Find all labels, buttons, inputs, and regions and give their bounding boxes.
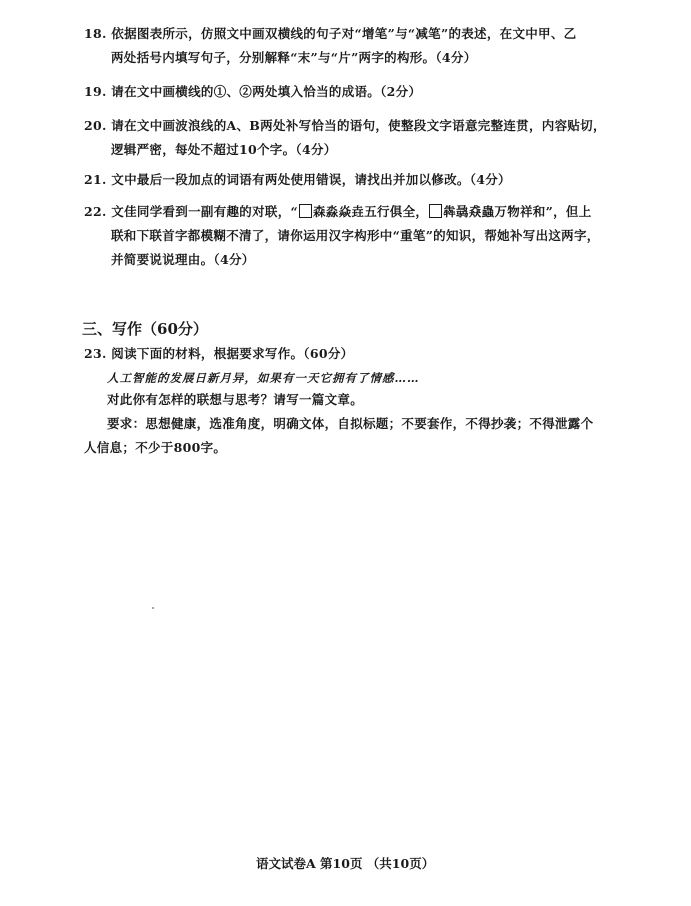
q22-line3: 并简要说说理由。（4分）	[111, 252, 255, 267]
q22-upper-couplet: 森淼焱垚五行俱全，	[313, 204, 429, 219]
blank-box	[299, 204, 312, 218]
q20-line1: 20. 请在文中画波浪线的A、B两处补写恰当的语句，使整段文字语意完整连贯，内容贴切，	[84, 118, 606, 133]
q19-line1: 19. 请在文中画横线的①、②两处填入恰当的成语。（2分）	[84, 84, 422, 99]
q21-line1: 21. 文中最后一段加点的词语有两处使用错误，请找出并加以修改。（4分）	[84, 172, 511, 187]
q23-line1: 23. 阅读下面的材料，根据要求写作。（60分）	[84, 346, 354, 361]
q18-line1: 18. 依据图表所示，仿照文中画双横线的句子对“增笔”与“减笔”的表述，在文中甲、乙	[84, 26, 577, 41]
q23-requirements-2: 人信息；不少于800字。	[84, 440, 227, 455]
blank-box	[429, 204, 442, 218]
q18-line2: 两处括号内填写句子，分别解释“末”与“片”两字的构形。（4分）	[111, 50, 477, 65]
q22-lower-couplet: 犇骉猋蟲万物祥和”，但上	[443, 204, 592, 219]
q23-requirements-1: 要求：思想健康，选准角度，明确文体，自拟标题；不要套作，不得抄袭；不得泄露个	[107, 416, 594, 431]
q22-line1	[84, 204, 592, 220]
scan-speck	[152, 607, 154, 609]
section-title-writing: 三、写作（60分）	[82, 320, 208, 338]
q23-material: 人工智能的发展日新月异，如果有一天它拥有了情感……	[107, 371, 420, 385]
q22-line2: 联和下联首字都模糊不清了，请你运用汉字构形中“重笔”的知识，帮她补写出这两字，	[111, 228, 600, 243]
q20-line2: 逻辑严密，每处不超过10个字。（4分）	[111, 142, 337, 157]
q22-line1-start: 22. 文佳同学看到一副有趣的对联，“	[84, 204, 298, 219]
q23-prompt: 对此你有怎样的联想与思考？请写一篇文章。	[107, 392, 364, 407]
page-footer: 语文试卷A 第10页 （共10页）	[256, 856, 435, 871]
